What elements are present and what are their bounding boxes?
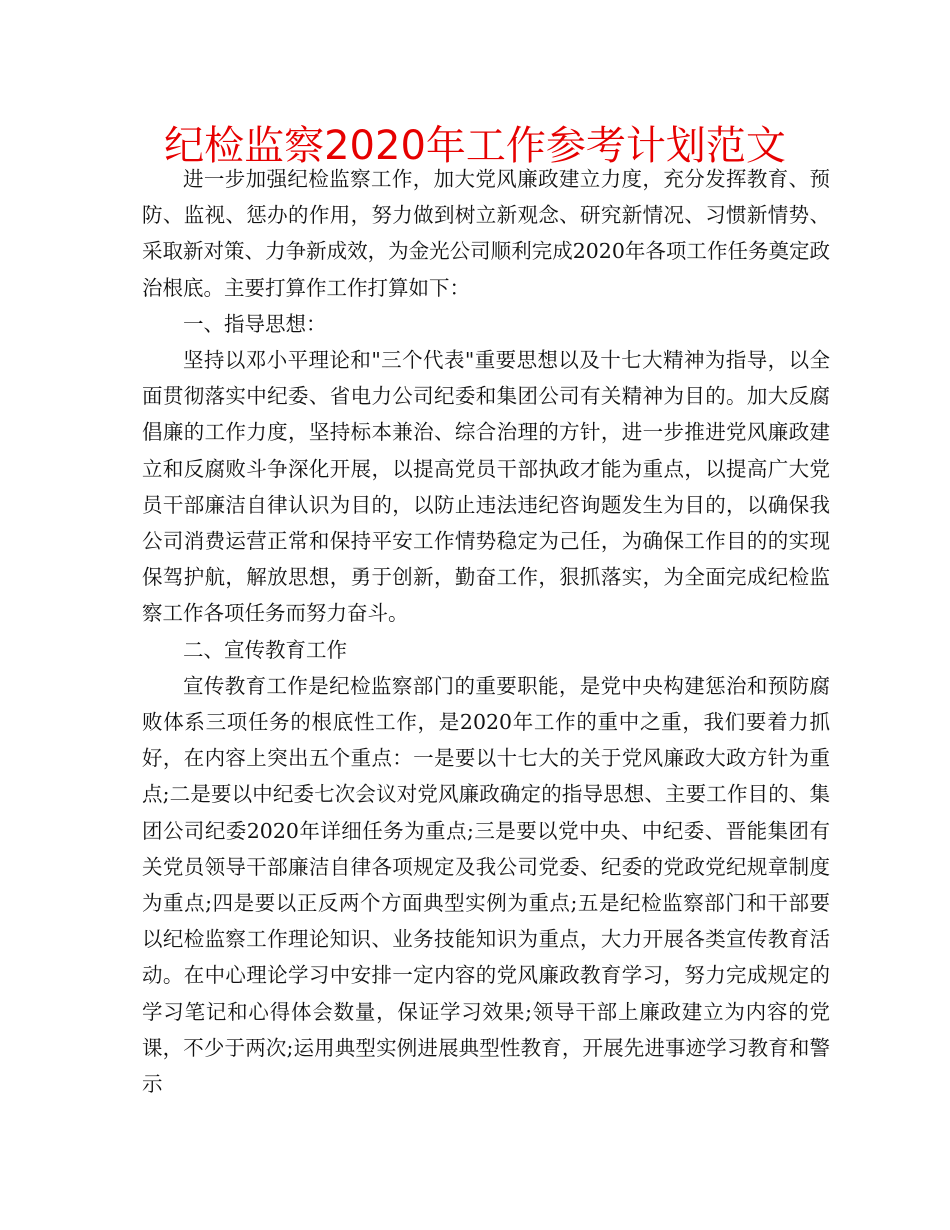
paragraph-guiding-thought: 坚持以邓小平理论和"三个代表"重要思想以及十七大精神为指导，以全面贯彻落实中纪委、省电力公司纪委和集团公司有关精神为目的。加大反腐倡廉的工作力度，坚持标本兼治、综合治理的方针，进一步推进党风廉政建立和反腐败斗争深化开展，以提高党员干部执政才能为重点，以提高广大党员干部廉洁自律认识为目的，以防止违法违纪咨询题发生为目的，以确保我公司消费运营正常和保持平安工作情势稳定为己任，为确保工作目的的实现保驾护航，解放思想，勇于创新，勤奋工作，狠抓落实，为全面完成纪检监察工作各项任务而努力奋斗。 bbox=[142, 348, 830, 626]
section-heading-guiding-thought: 一、指导思想： bbox=[183, 311, 327, 336]
document-title: 纪检监察2020年工作参考计划范文 bbox=[164, 123, 786, 169]
paragraph-intro: 进一步加强纪检监察工作，加大党风廉政建立力度，充分发挥教育、预防、监视、惩办的作用，努力做到树立新观念、研究新情况、习惯新情势、采取新对策、力争新成效，为金光公司顺利完成2020年各项工作任务奠定政治根底。主要打算作工作打算如下： bbox=[142, 167, 830, 300]
paragraph-publicity-education: 宣传教育工作是纪检监察部门的重要职能，是党中央构建惩治和预防腐败体系三项任务的根底性工作，是2020年工作的重中之重，我们要着力抓好，在内容上突出五个重点：一是要以十七大的关于党风廉政大政方针为重点;二是要以中纪委七次会议对党风廉政确定的指导思想、主要工作目的、集团公司纪委2020年详细任务为重点;三是要以党中央、中纪委、晋能集团有关党员领导干部廉洁自律各项规定及我公司党委、纪委的党政党纪规章制度为重点;四是要以正反两个方面典型实例为重点;五是纪检监察部门和干部要以纪检监察工作理论知识、业务技能知识为重点，大力开展各类宣传教育活动。在中心理论学习中安排一定内容的党风廉政教育学习，努力完成规定的学习笔记和心得体会数量，保证学习效果;领导干部上廉政建立为内容的党课，不少于两次;运用典型实例进展典型性教育，开展先进事迹学习教育和警示 bbox=[142, 673, 830, 1097]
document-body bbox=[142, 161, 830, 1102]
section-heading-publicity-education: 二、宣传教育工作 bbox=[183, 637, 347, 662]
